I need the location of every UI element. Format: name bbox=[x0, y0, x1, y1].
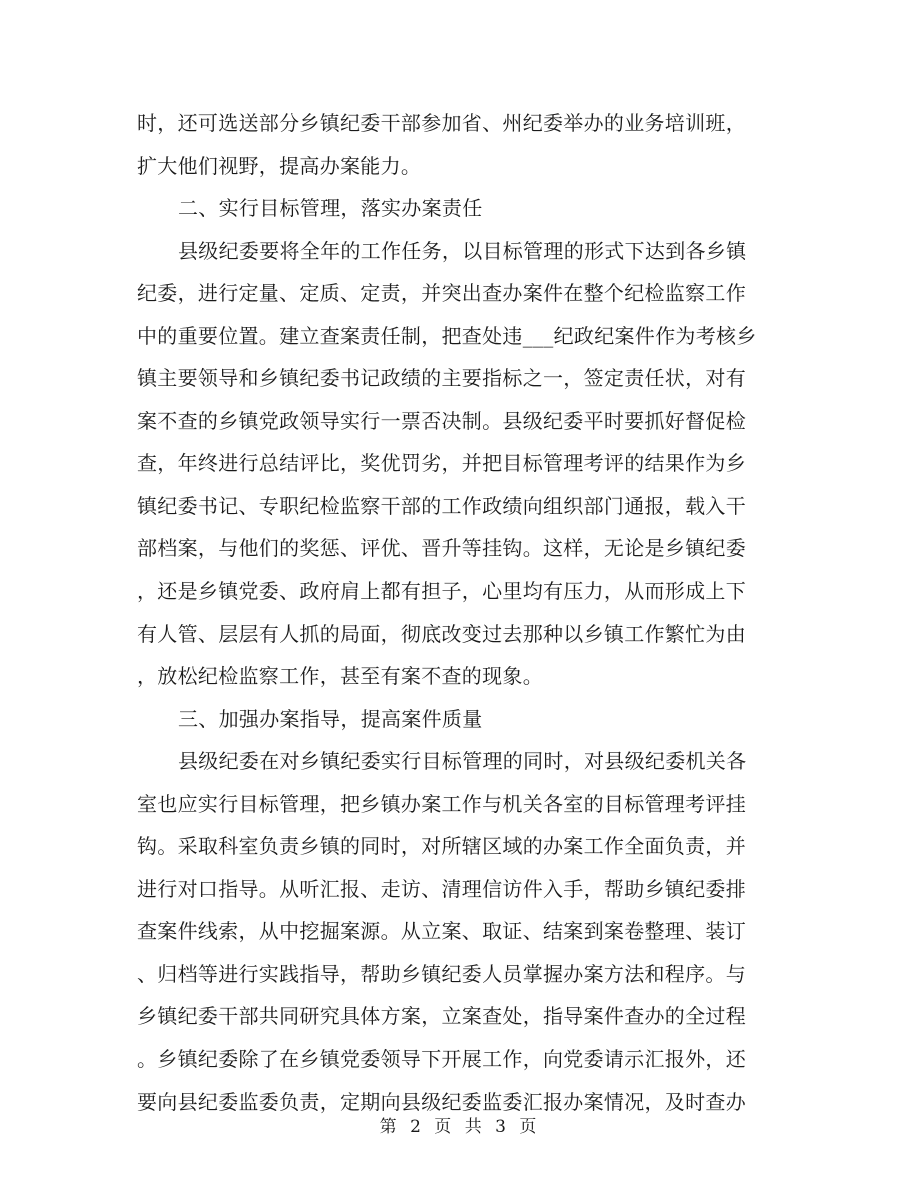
text-line: 查案件线索，从中挖掘案源。从立案、取证、结案到案卷整理、装订 bbox=[137, 919, 746, 944]
text-line: 镇纪委书记、专职纪检监察干部的工作政绩向组织部门通报，载入干 bbox=[137, 493, 746, 518]
text-line: 部档案，与他们的奖惩、评优、晋升等挂钩。这样，无论是乡镇纪委 bbox=[137, 536, 746, 561]
text-line: 乡镇纪委干部共同研究具体方案，立案查处，指导案件查办的全过程 bbox=[137, 1004, 746, 1029]
document-body bbox=[137, 102, 777, 1123]
text-line: 案不查的乡镇党政领导实行一票否决制。县级纪委平时要抓好督促检 bbox=[137, 408, 746, 433]
text-line: 。乡镇纪委除了在乡镇党委领导下开展工作，向党委请示汇报外，还 bbox=[137, 1047, 746, 1072]
text-line: 钩。采取科室负责乡镇的同时，对所辖区域的办案工作全面负责，并 bbox=[137, 834, 746, 859]
text-line: 县级纪委要将全年的工作任务，以目标管理的形式下达到各乡镇 bbox=[178, 238, 747, 263]
text-line: ，放松纪检监察工作，甚至有案不查的现象。 bbox=[137, 664, 543, 689]
text-line: 扩大他们视野，提高办案能力。 bbox=[137, 153, 422, 178]
text-line: 三、加强办案指导，提高案件质量 bbox=[178, 706, 483, 731]
text-line: 二、实行目标管理，落实办案责任 bbox=[178, 196, 483, 221]
text-line: 镇主要领导和乡镇纪委书记政绩的主要指标之一，签定责任状，对有 bbox=[137, 366, 746, 391]
text-line: 查，年终进行总结评比，奖优罚劣，并把目标管理考评的结果作为乡 bbox=[137, 451, 746, 476]
text-line: ，还是乡镇党委、政府肩上都有担子，心里均有压力，从而形成上下 bbox=[137, 579, 746, 604]
text-line: 纪委，进行定量、定质、定责，并突出查办案件在整个纪检监察工作 bbox=[137, 281, 746, 306]
text-line: 进行对口指导。从听汇报、走访、清理信访件入手，帮助乡镇纪委排 bbox=[137, 876, 746, 901]
text-line: 中的重要位置。建立查案责任制，把查处违___纪政纪案件作为考核乡 bbox=[137, 323, 757, 348]
text-line: 室也应实行目标管理，把乡镇办案工作与机关各室的目标管理考评挂 bbox=[137, 791, 746, 816]
text-line: 要向县纪委监委负责，定期向县级纪委监委汇报办案情况，及时查办 bbox=[137, 1089, 746, 1114]
page-footer: 第 2 页 共 3 页 bbox=[379, 1117, 541, 1137]
text-line: 时，还可选送部分乡镇纪委干部参加省、州纪委举办的业务培训班， bbox=[137, 111, 746, 135]
text-line: 有人管、层层有人抓的局面，彻底改变过去那种以乡镇工作繁忙为由 bbox=[137, 621, 746, 646]
text-line: 、归档等进行实践指导，帮助乡镇纪委人员掌握办案方法和程序。与 bbox=[137, 961, 746, 986]
text-line: 县级纪委在对乡镇纪委实行目标管理的同时，对县级纪委机关各 bbox=[178, 749, 747, 774]
